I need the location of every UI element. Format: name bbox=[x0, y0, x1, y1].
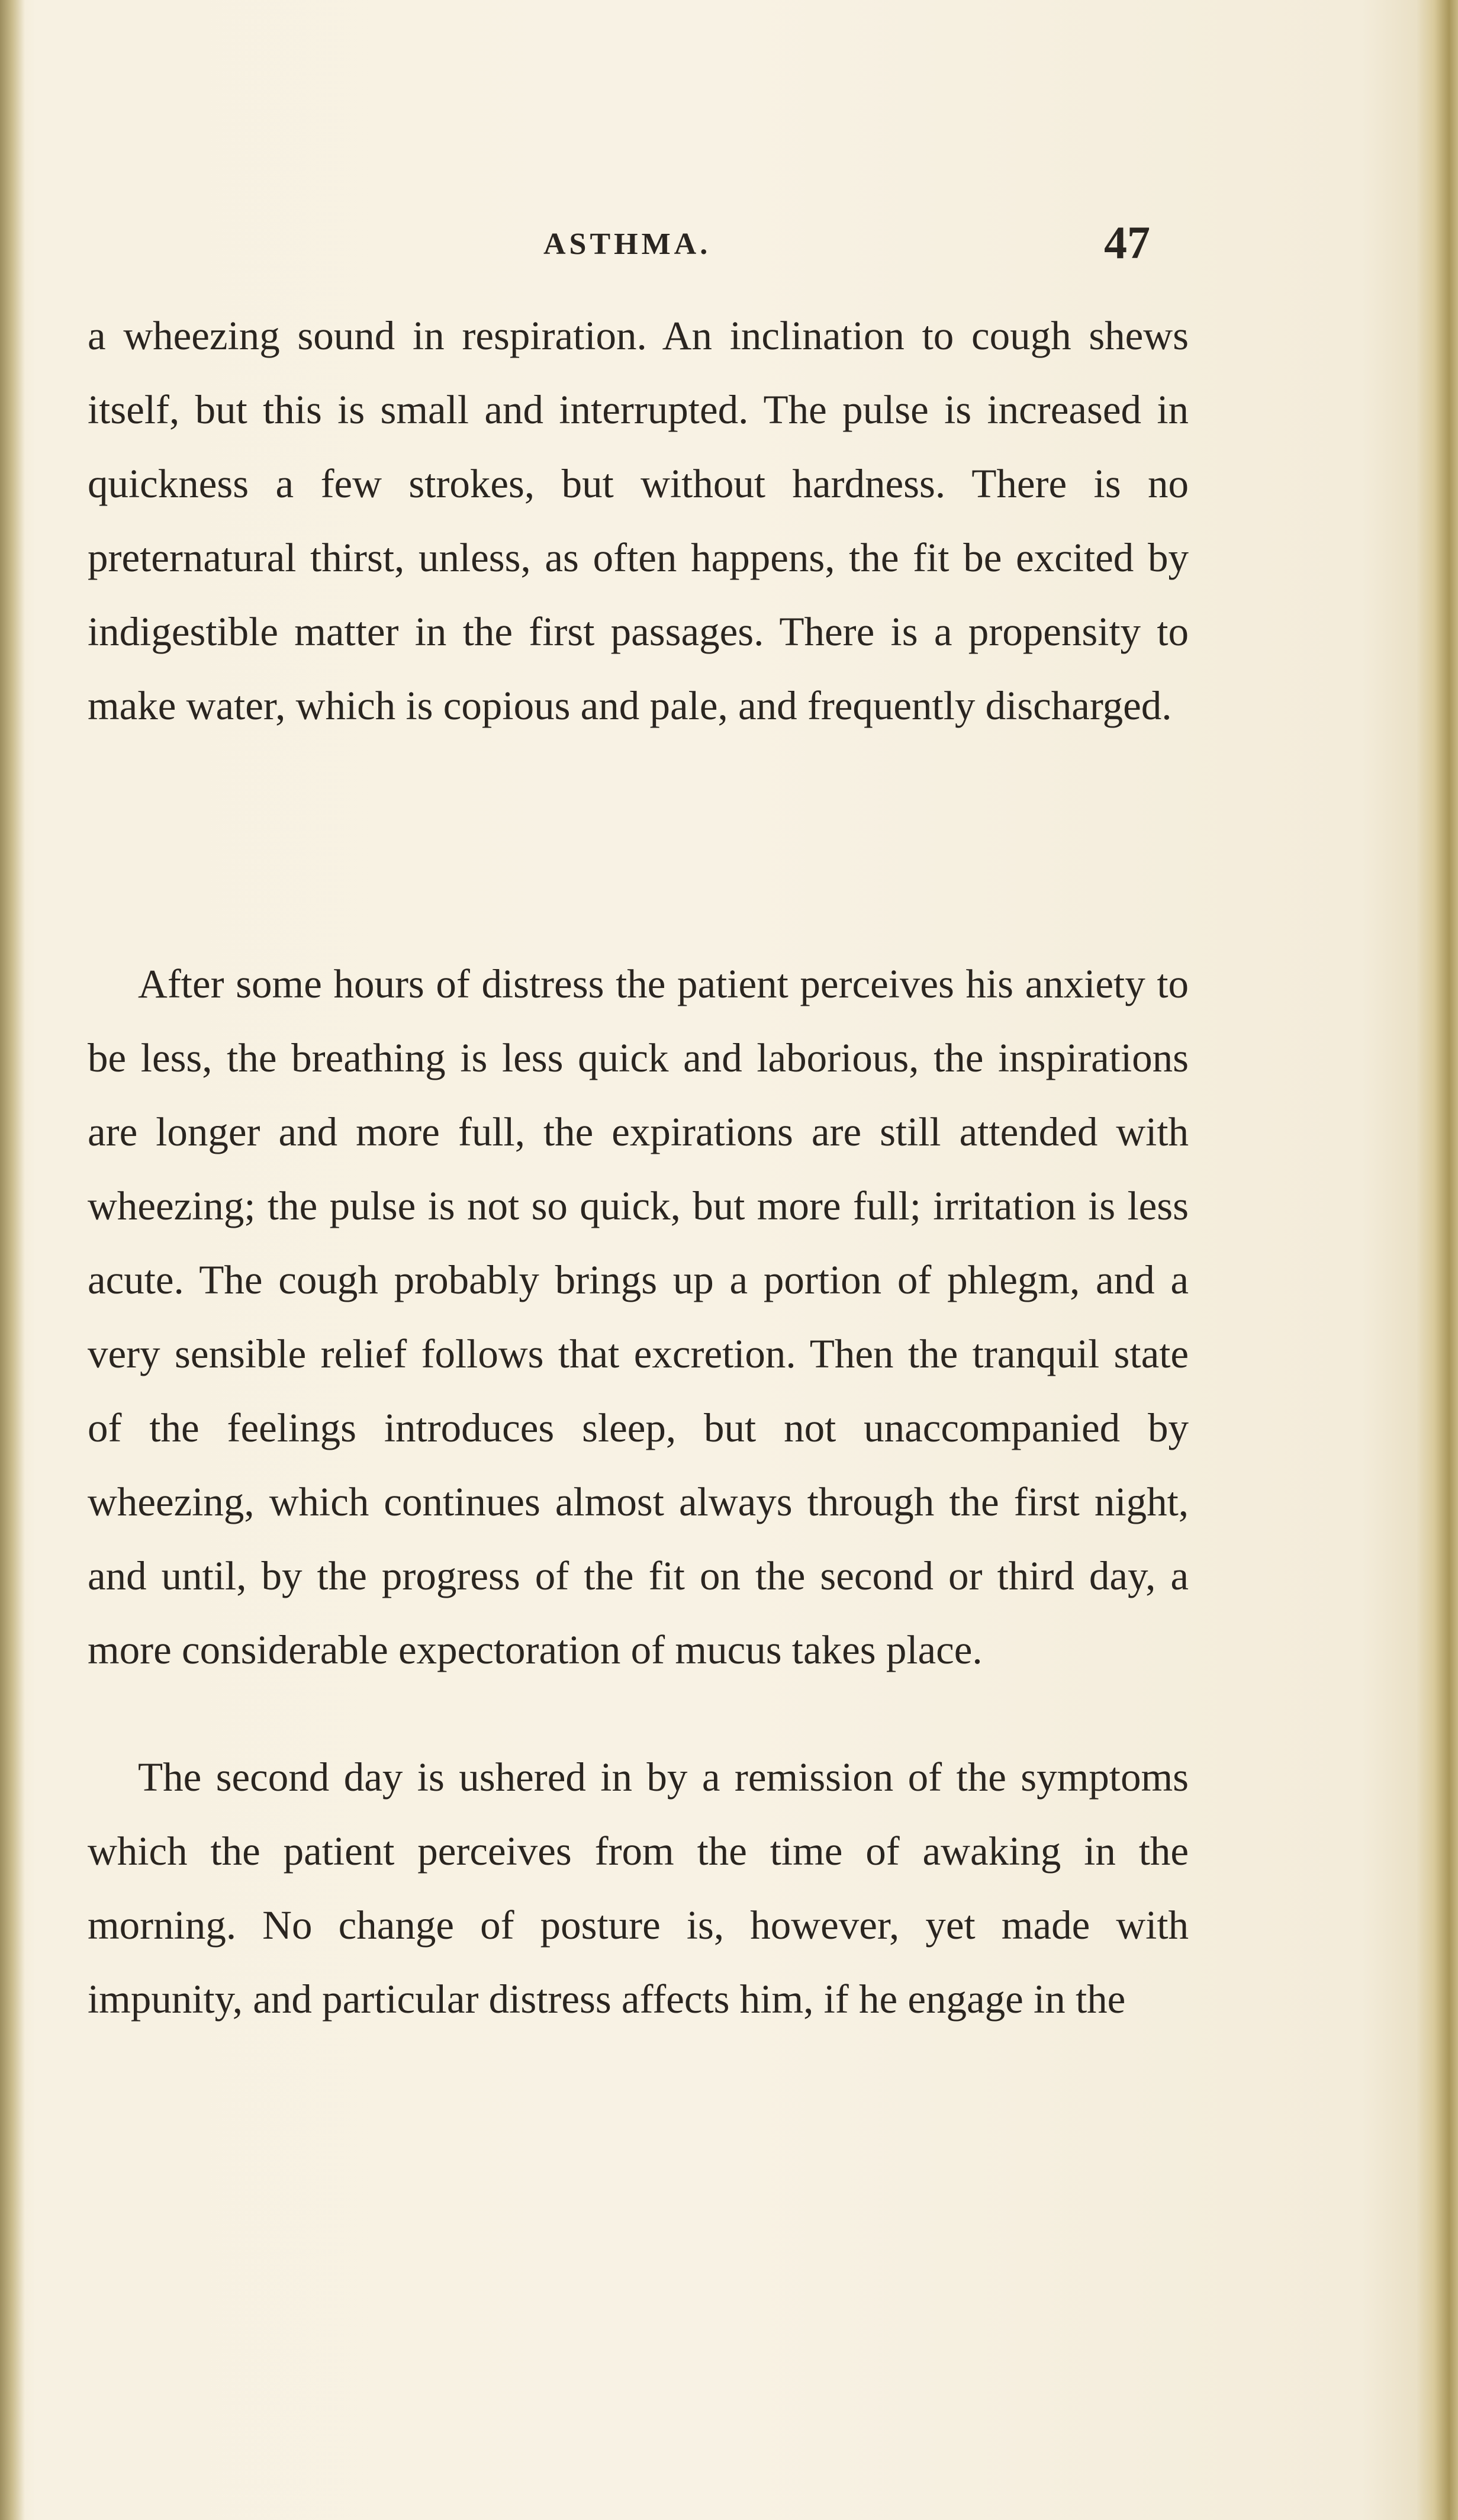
body-text bbox=[88, 299, 1189, 2036]
paragraph-1: a wheezing sound in respiration. An inclination to cough shews itself, but this is small and interrupted. The pulse is increased in quickness a few strokes, but without hardness. There is no preternatural thirst, unless, as often happens, the fit be excited by indigestible matter in the first passages. There is a propensity to make water, which is copious and pale, and frequently discharged. bbox=[88, 313, 1189, 728]
page-number: 47 bbox=[1104, 217, 1150, 268]
page-edge bbox=[1417, 0, 1458, 2520]
paragraph-3: The second day is ushered in by a remission of the symptoms which the patient perceives from the time of awaking in the morning. No change of posture is, however, yet made with impunity, and particular distress affects him, if he engage in the bbox=[88, 1755, 1189, 2022]
paragraph-2: After some hours of distress the patient perceives his anxiety to be less, the breathing is less quick and laborious, the inspirations are longer and more full, the expirations are still attended with wheezing; the pulse is not so quick, but more full; irritation is less acute. The cough probably brings up a portion of phlegm, and a very sensible relief follows that excretion. Then the tranquil state of the feelings introduces sleep, but not unaccompanied by wheezing, which continues almost always through the first night, and until, by the progress of the fit on the second or third day, a more considerable expectoration of mucus takes place. bbox=[88, 961, 1189, 1672]
running-title: ASTHMA. bbox=[543, 227, 712, 261]
running-head bbox=[0, 216, 1458, 269]
binding-gutter bbox=[0, 0, 25, 2520]
